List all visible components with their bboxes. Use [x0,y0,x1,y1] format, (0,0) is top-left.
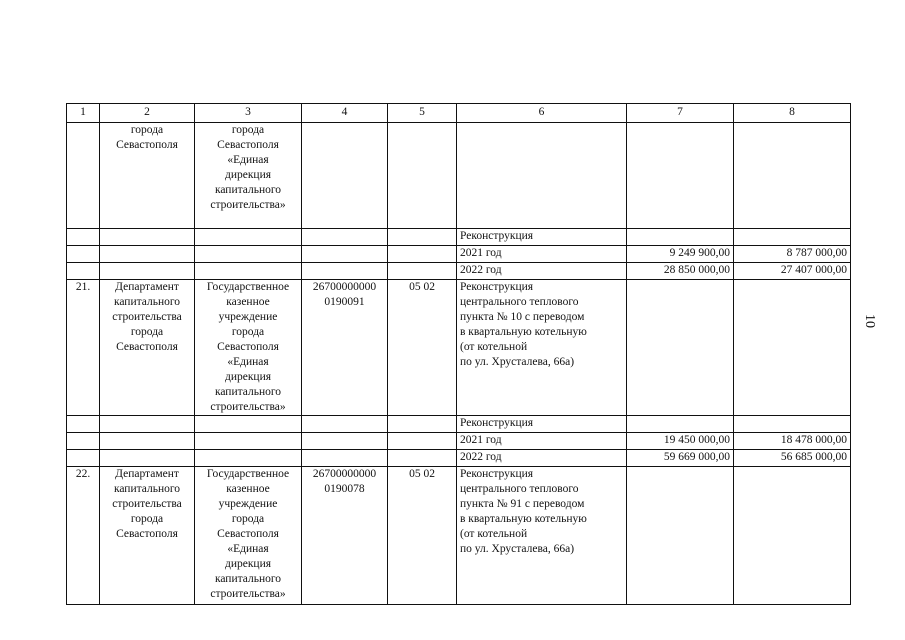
year-cell: 2022 год [457,450,627,467]
work-type-cell: Реконструкция [457,229,627,246]
object-cell [457,123,627,229]
header-cell: 3 [195,104,302,123]
table-row [67,246,851,263]
amount-cell [734,123,851,229]
table-row [67,123,851,229]
year-cell: 2022 год [457,263,627,280]
institution-cell: Государственное казенное учреждение города Севастополя «Единая дирекция капитального строительства» [195,467,302,605]
department-cell: города Севастополя [100,123,195,229]
amount-cell [627,123,734,229]
amount-cell: 9 249 900,00 [627,246,734,263]
header-cell: 8 [734,104,851,123]
amount-cell: 56 685 000,00 [734,450,851,467]
header-row [67,104,851,123]
table-row [67,263,851,280]
section-cell: 05 02 [388,280,457,416]
amount-cell: 27 407 000,00 [734,263,851,280]
institution-cell: города Севастополя «Единая дирекция капитального строительства» [195,123,302,229]
amount-cell: 59 669 000,00 [627,450,734,467]
header-cell: 5 [388,104,457,123]
table-row [67,450,851,467]
code-cell: 26700000000 0190091 [302,280,388,416]
table-row [67,416,851,433]
table-row [67,280,851,416]
amount-cell: 19 450 000,00 [627,433,734,450]
table-row [67,467,851,605]
amount-cell [734,467,851,605]
amount-cell: 18 478 000,00 [734,433,851,450]
header-cell: 4 [302,104,388,123]
amount-cell: 28 850 000,00 [627,263,734,280]
num-cell: 21. [67,280,100,416]
department-cell: Департамент капитального строительства города Севастополя [100,280,195,416]
header-cell: 2 [100,104,195,123]
object-cell: Реконструкция центрального теплового пункта № 10 с переводом в квартальную котельную (от котельной по ул. Хрусталева, 66а) [457,280,627,416]
year-cell: 2021 год [457,433,627,450]
amount-cell: 8 787 000,00 [734,246,851,263]
code-cell: 26700000000 0190078 [302,467,388,605]
amount-cell [734,280,851,416]
amount-cell [627,280,734,416]
budget-table [66,103,851,605]
header-cell: 7 [627,104,734,123]
table-row [67,433,851,450]
header-cell: 1 [67,104,100,123]
table-row [67,229,851,246]
work-type-cell: Реконструкция [457,416,627,433]
code-cell [302,123,388,229]
object-cell: Реконструкция центрального теплового пункта № 91 с переводом в квартальную котельную (от котельной по ул. Хрусталева, 66а) [457,467,627,605]
page-number: 10 [862,314,877,328]
section-cell: 05 02 [388,467,457,605]
department-cell: Департамент капитального строительства города Севастополя [100,467,195,605]
header-cell: 6 [457,104,627,123]
amount-cell [627,467,734,605]
num-cell: 22. [67,467,100,605]
institution-cell: Государственное казенное учреждение города Севастополя «Единая дирекция капитального строительства» [195,280,302,416]
section-cell [388,123,457,229]
num-cell [67,123,100,229]
year-cell: 2021 год [457,246,627,263]
